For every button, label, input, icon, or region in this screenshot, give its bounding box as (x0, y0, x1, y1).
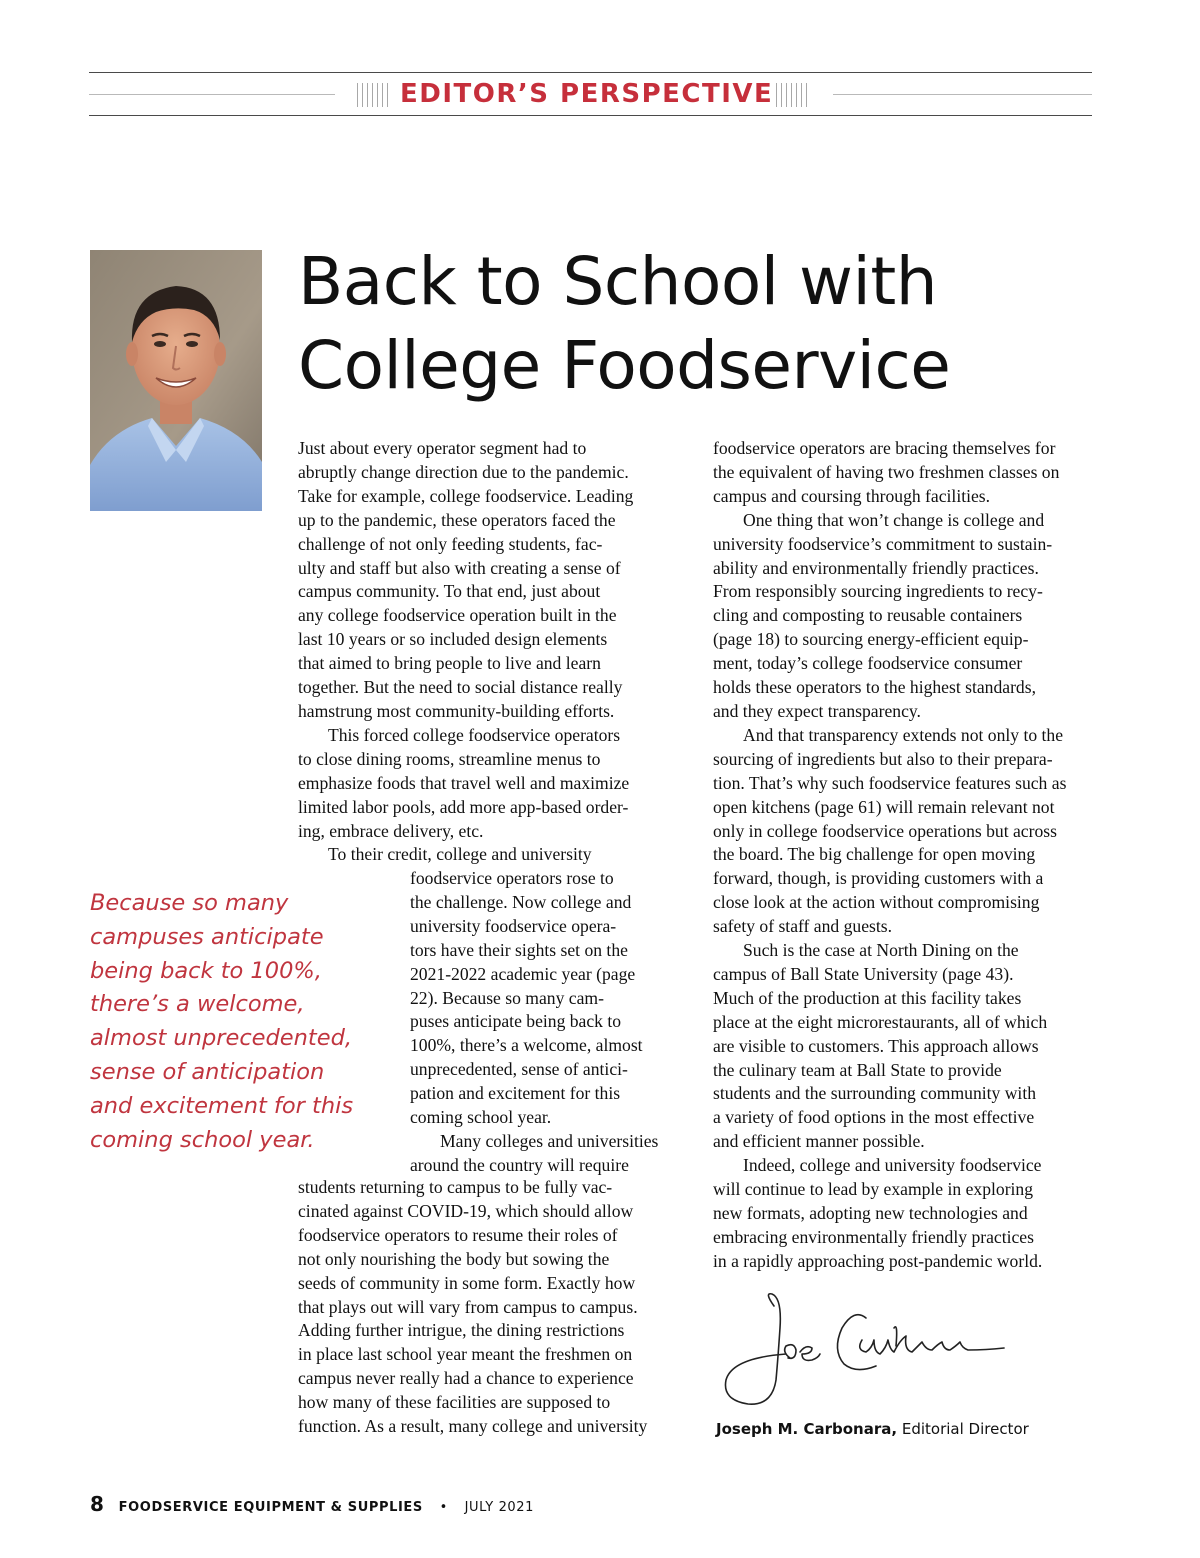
body-line: This forced college foodservice operators (328, 724, 621, 745)
body-line: Take for example, college foodservice. Leading (298, 485, 634, 506)
body-column-1-top (298, 437, 633, 867)
body-line: place at the eight microrestaurants, all of which (713, 1011, 1048, 1032)
body-line: the board. The big challenge for open moving (713, 844, 1036, 865)
body-line: how many of these facilities are supposed to (298, 1392, 611, 1413)
footer-separator: • (439, 1500, 448, 1515)
body-line: students and the surrounding community with (713, 1083, 1037, 1104)
body-line: students returning to campus to be fully vac- (298, 1177, 613, 1197)
body-line: From responsibly sourcing ingredients to recy- (713, 581, 1043, 602)
body-line: Adding further intrigue, the dining restrictions (298, 1320, 625, 1341)
pull-quote-line: sense of anticipation (90, 1058, 325, 1085)
body-line: Such is the case at North Dining on the (743, 940, 1019, 961)
pull-quote-line: almost unprecedented, (90, 1025, 353, 1052)
body-line: challenge of not only feeding students, fac- (298, 533, 603, 554)
body-line: 22). Because so many cam- (410, 987, 604, 1008)
header-right-line (833, 94, 1092, 95)
body-line: cinated against COVID-19, which should allow (298, 1200, 634, 1221)
header-bottom-rule (89, 115, 1092, 116)
page-footer (90, 1492, 534, 1520)
body-line: together. But the need to social distance really (298, 677, 623, 698)
body-line: holds these operators to the highest standards, (713, 677, 1036, 698)
body-line: hamstrung most community-building efforts. (298, 700, 615, 721)
header-top-rule (89, 72, 1092, 73)
body-line: up to the pandemic, these operators faced the (298, 509, 616, 530)
body-line: seeds of community in some form. Exactly how (298, 1272, 636, 1293)
body-line: 2021-2022 academic year (page (410, 963, 636, 984)
pull-quote-line: being back to 100%, (90, 957, 322, 984)
body-line: a variety of food options in the most effective (713, 1107, 1035, 1128)
section-title: EDITOR’S PERSPECTIVE (400, 79, 774, 109)
body-line: the challenge. Now college and (410, 891, 632, 912)
body-line: ulty and staff but also with creating a sense of (298, 557, 621, 578)
header-right-bars (776, 83, 807, 107)
pull-quote (90, 887, 380, 1157)
body-line: only in college foodservice operations but across (713, 820, 1057, 841)
body-line: and efficient manner possible. (713, 1131, 925, 1152)
body-line: foodservice operators to resume their roles of (298, 1224, 618, 1245)
issue-date: JULY 2021 (464, 1500, 535, 1515)
body-line: foodservice operators rose to (410, 868, 614, 888)
body-line: forward, though, is providing customers with a (713, 868, 1044, 889)
body-line: are visible to customers. This approach allows (713, 1035, 1039, 1056)
body-column-1-middle (410, 867, 658, 1178)
body-line: ment, today’s college foodservice consumer (713, 653, 1023, 674)
body-line: ing, embrace delivery, etc. (298, 820, 484, 841)
body-line: that plays out will vary from campus to campus. (298, 1296, 638, 1317)
article-headline (298, 240, 1098, 408)
body-line: and they expect transparency. (713, 700, 921, 721)
headline-line: Back to School with (298, 243, 938, 320)
handwritten-signature (716, 1288, 1016, 1413)
body-line: safety of staff and guests. (713, 916, 892, 937)
byline-name: Joseph M. Carbonara, (716, 1420, 898, 1438)
body-line: coming school year. (410, 1107, 552, 1128)
body-line: limited labor pools, add more app-based order- (298, 796, 629, 817)
body-line: abruptly change direction due to the pandemic. (298, 461, 629, 482)
byline-title: Editorial Director (901, 1420, 1029, 1438)
body-column-2 (713, 437, 1066, 1274)
body-line: emphasize foods that travel well and maximize (298, 772, 630, 793)
body-line: to close dining rooms, streamline menus to (298, 748, 601, 769)
body-line: any college foodservice operation built in the (298, 605, 617, 626)
body-line: open kitchens (page 61) will remain relevant not (713, 796, 1055, 817)
body-line: foodservice operators are bracing themselves for (713, 438, 1056, 458)
body-line: cling and composting to reusable containers (713, 605, 1023, 626)
page-number: 8 (90, 1492, 104, 1516)
byline (716, 1419, 1029, 1439)
header-left-line (89, 94, 335, 95)
body-line: last 10 years or so included design elements (298, 629, 608, 650)
body-line: tors have their sights set on the (410, 939, 628, 960)
body-line: in place last school year meant the freshmen on (298, 1344, 633, 1365)
body-line: around the country will require (410, 1154, 629, 1175)
pull-quote-line: and excitement for this (90, 1092, 354, 1119)
body-line: tion. That’s why such foodservice features such as (713, 772, 1067, 793)
body-line: To their credit, college and university (328, 844, 592, 865)
body-line: unprecedented, sense of antici- (410, 1059, 628, 1080)
body-line: that aimed to bring people to live and learn (298, 653, 601, 674)
editor-portrait (90, 250, 262, 511)
body-line: the culinary team at Ball State to provide (713, 1059, 1002, 1080)
body-line: pation and excitement for this (410, 1083, 621, 1104)
body-line: Indeed, college and university foodservice (743, 1155, 1042, 1176)
body-line: new formats, adopting new technologies and (713, 1203, 1028, 1223)
pull-quote-line: Because so many (90, 890, 289, 916)
body-line: embracing environmentally friendly practices (713, 1226, 1034, 1247)
body-line: not only nourishing the body but sowing the (298, 1248, 610, 1269)
body-line: university foodservice’s commitment to sustain- (713, 533, 1053, 554)
pull-quote-line: coming school year. (90, 1126, 315, 1153)
body-line: function. As a result, many college and university (298, 1416, 648, 1437)
headline-line: College Foodservice (298, 327, 951, 404)
body-line: in a rapidly approaching post-pandemic world. (713, 1250, 1043, 1271)
body-line: sourcing of ingredients but also to their prepara- (713, 748, 1053, 769)
body-line: puses anticipate being back to (410, 1011, 622, 1032)
pull-quote-line: there’s a welcome, (90, 991, 305, 1018)
body-line: university foodservice opera- (410, 915, 617, 936)
body-line: campus community. To that end, just about (298, 581, 601, 602)
body-line: And that transparency extends not only to the (743, 724, 1064, 745)
body-line: ability and environmentally friendly practices. (713, 557, 1039, 578)
body-line: campus never really had a chance to experience (298, 1368, 634, 1389)
body-line: will continue to lead by example in exploring (713, 1179, 1034, 1200)
body-line: One thing that won’t change is college and (743, 509, 1045, 530)
body-line: (page 18) to sourcing energy-efficient equip- (713, 629, 1029, 650)
body-column-1-bottom (298, 1176, 647, 1439)
body-line: 100%, there’s a welcome, almost (410, 1035, 643, 1056)
body-line: Much of the production at this facility takes (713, 987, 1022, 1008)
body-line: the equivalent of having two freshmen classes on (713, 461, 1060, 482)
header-left-bars (357, 83, 388, 107)
body-line: campus and coursing through facilities. (713, 485, 991, 506)
publication-name: FOODSERVICE EQUIPMENT & SUPPLIES (118, 1500, 423, 1515)
body-line: close look at the action without compromising (713, 892, 1040, 913)
body-line: Just about every operator segment had to (298, 438, 587, 458)
body-line: campus of Ball State University (page 43). (713, 963, 1014, 984)
body-line: Many colleges and universities (440, 1130, 659, 1151)
pull-quote-line: campuses anticipate (90, 923, 324, 950)
